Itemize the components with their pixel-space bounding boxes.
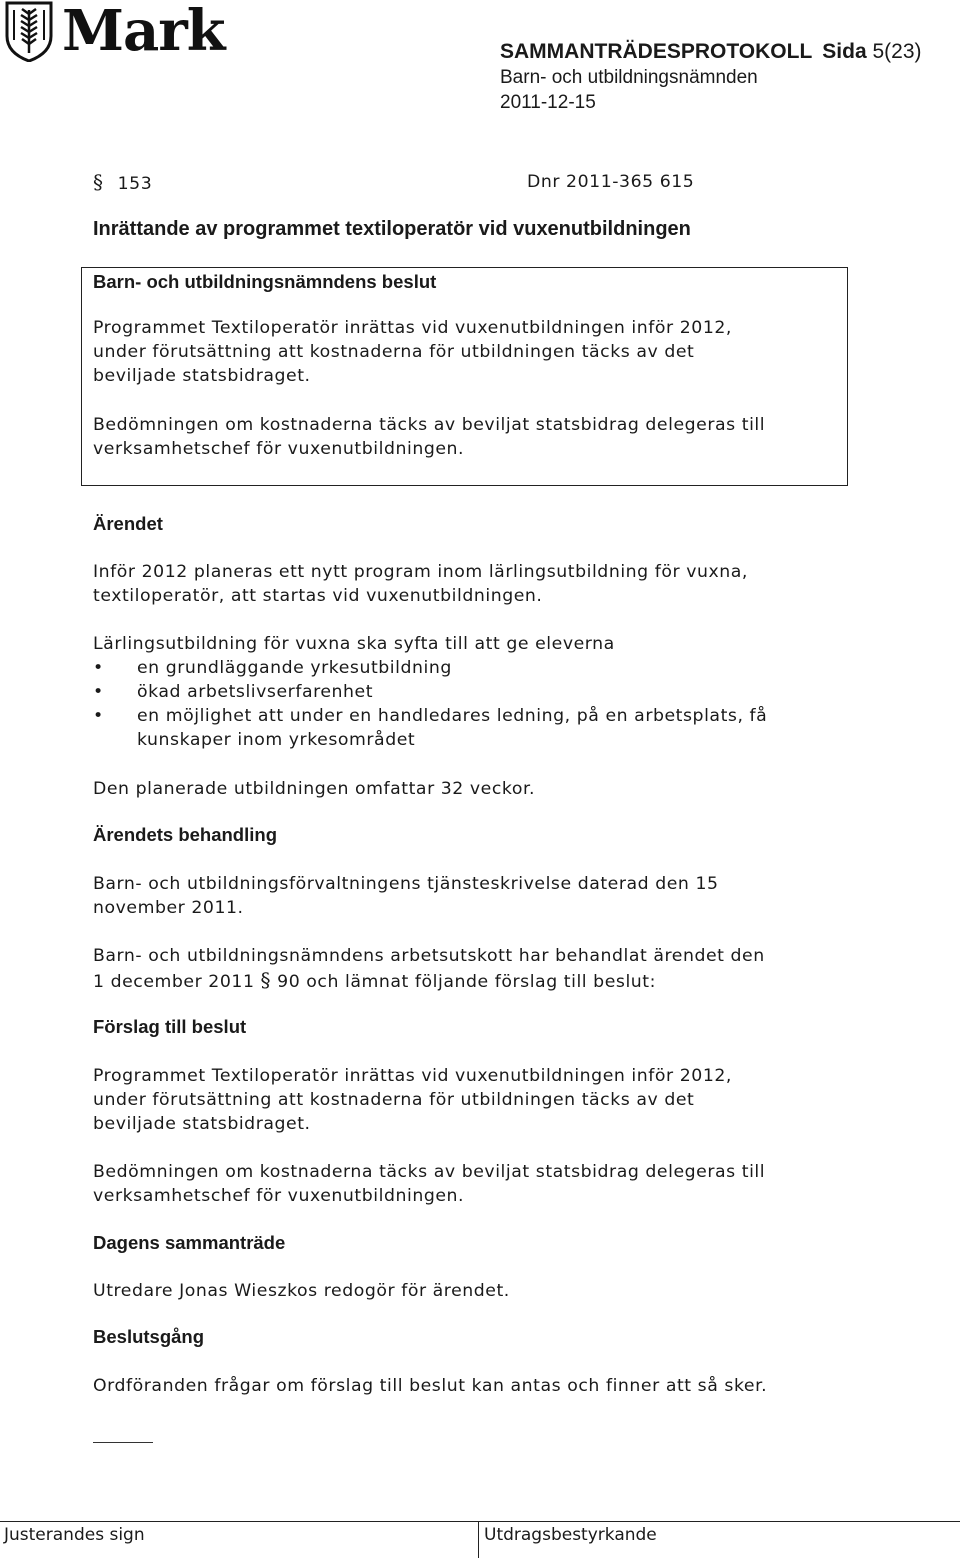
forslag-line: under förutsättning att kostnaderna för utbildningen täcks av det [93, 1090, 695, 1110]
bullet-icon: • [93, 658, 104, 678]
diary-number: Dnr 2011-365 615 [527, 172, 695, 192]
footer-divider [478, 1522, 479, 1558]
list-item-text: en möjlighet att under en handledares ledning, på en arbetsplats, få [137, 706, 768, 726]
purpose-line: Lärlingsutbildning för vuxna ska syfta till att ge eleverna [93, 634, 615, 654]
duration-line: Den planerade utbildningen omfattar 32 veckor. [93, 779, 536, 799]
behandling-line: november 2011. [93, 898, 244, 918]
decision-heading: Barn- och utbildningsnämndens beslut [93, 271, 437, 292]
paragraph-reference [93, 170, 152, 196]
section-symbol: § [260, 968, 272, 992]
decision-line: under förutsättning att kostnaderna för utbildningen täcks av det [93, 342, 695, 362]
municipality-logo [4, 0, 225, 62]
arendet-intro-line: textiloperatör, att startas vid vuxenutbildningen. [93, 586, 543, 606]
forslag-heading: Förslag till beslut [93, 1016, 247, 1037]
page-label: Sida [822, 40, 867, 63]
forslag-line: verksamhetschef för vuxenutbildningen. [93, 1186, 465, 1206]
signature-label: Justerandes sign [4, 1525, 145, 1545]
coat-of-arms-icon [4, 0, 54, 62]
list-item-text: en grundläggande yrkesutbildning [137, 658, 452, 678]
behandling-heading: Ärendets behandling [93, 824, 277, 845]
end-rule [93, 1442, 153, 1443]
bullet-icon: • [93, 706, 104, 726]
beslutsgang-heading: Beslutsgång [93, 1326, 205, 1347]
meeting-date: 2011-12-15 [500, 92, 596, 113]
paragraph-number: 153 [117, 174, 153, 194]
decision-line: Bedömningen om kostnaderna täcks av beviljat statsbidrag delegeras till [93, 415, 766, 435]
committee-name: Barn- och utbildningsnämnden [500, 67, 758, 88]
certification-label: Utdragsbestyrkande [484, 1525, 657, 1545]
behandling-line: Barn- och utbildningsförvaltningens tjänsteskrivelse daterad den 15 [93, 874, 719, 894]
decision-line: beviljade statsbidraget. [93, 366, 311, 386]
document-type: SAMMANTRÄDESPROTOKOLL [500, 40, 813, 63]
protocol-title [500, 40, 922, 64]
proposal-ref: 90 och lämnat följande förslag till beslut: [277, 972, 656, 992]
logo-wordmark: Mark [62, 0, 225, 64]
decision-line: verksamhetschef för vuxenutbildningen. [93, 439, 465, 459]
list-item-text: kunskaper inom yrkesområdet [137, 730, 416, 750]
case-title: Inrättande av programmet textiloperatör vid vuxenutbildningen [93, 218, 691, 240]
beslutsgang-line: Ordföranden frågar om förslag till beslut kan antas och finner att så sker. [93, 1376, 768, 1396]
dagens-line: Utredare Jonas Wieszkos redogör för ärendet. [93, 1281, 510, 1301]
list-item-text: ökad arbetslivserfarenhet [137, 682, 374, 702]
forslag-line: beviljade statsbidraget. [93, 1114, 311, 1134]
dagens-heading: Dagens sammanträde [93, 1232, 286, 1253]
forslag-line: Bedömningen om kostnaderna täcks av beviljat statsbidrag delegeras till [93, 1162, 766, 1182]
footer-rule [0, 1521, 960, 1522]
section-symbol: § [93, 170, 104, 194]
bullet-icon: • [93, 682, 104, 702]
decision-line: Programmet Textiloperatör inrättas vid vuxenutbildningen inför 2012, [93, 318, 732, 338]
behandling-line: Barn- och utbildningsnämndens arbetsutskott har behandlat ärendet den [93, 946, 765, 966]
forslag-line: Programmet Textiloperatör inrättas vid vuxenutbildningen inför 2012, [93, 1066, 732, 1086]
meeting-date-ref: 1 december 2011 [93, 972, 255, 992]
arendet-heading: Ärendet [93, 513, 163, 534]
behandling-line [93, 968, 656, 994]
page-number: 5(23) [872, 40, 922, 63]
arendet-intro-line: Inför 2012 planeras ett nytt program inom lärlingsutbildning för vuxna, [93, 562, 748, 582]
